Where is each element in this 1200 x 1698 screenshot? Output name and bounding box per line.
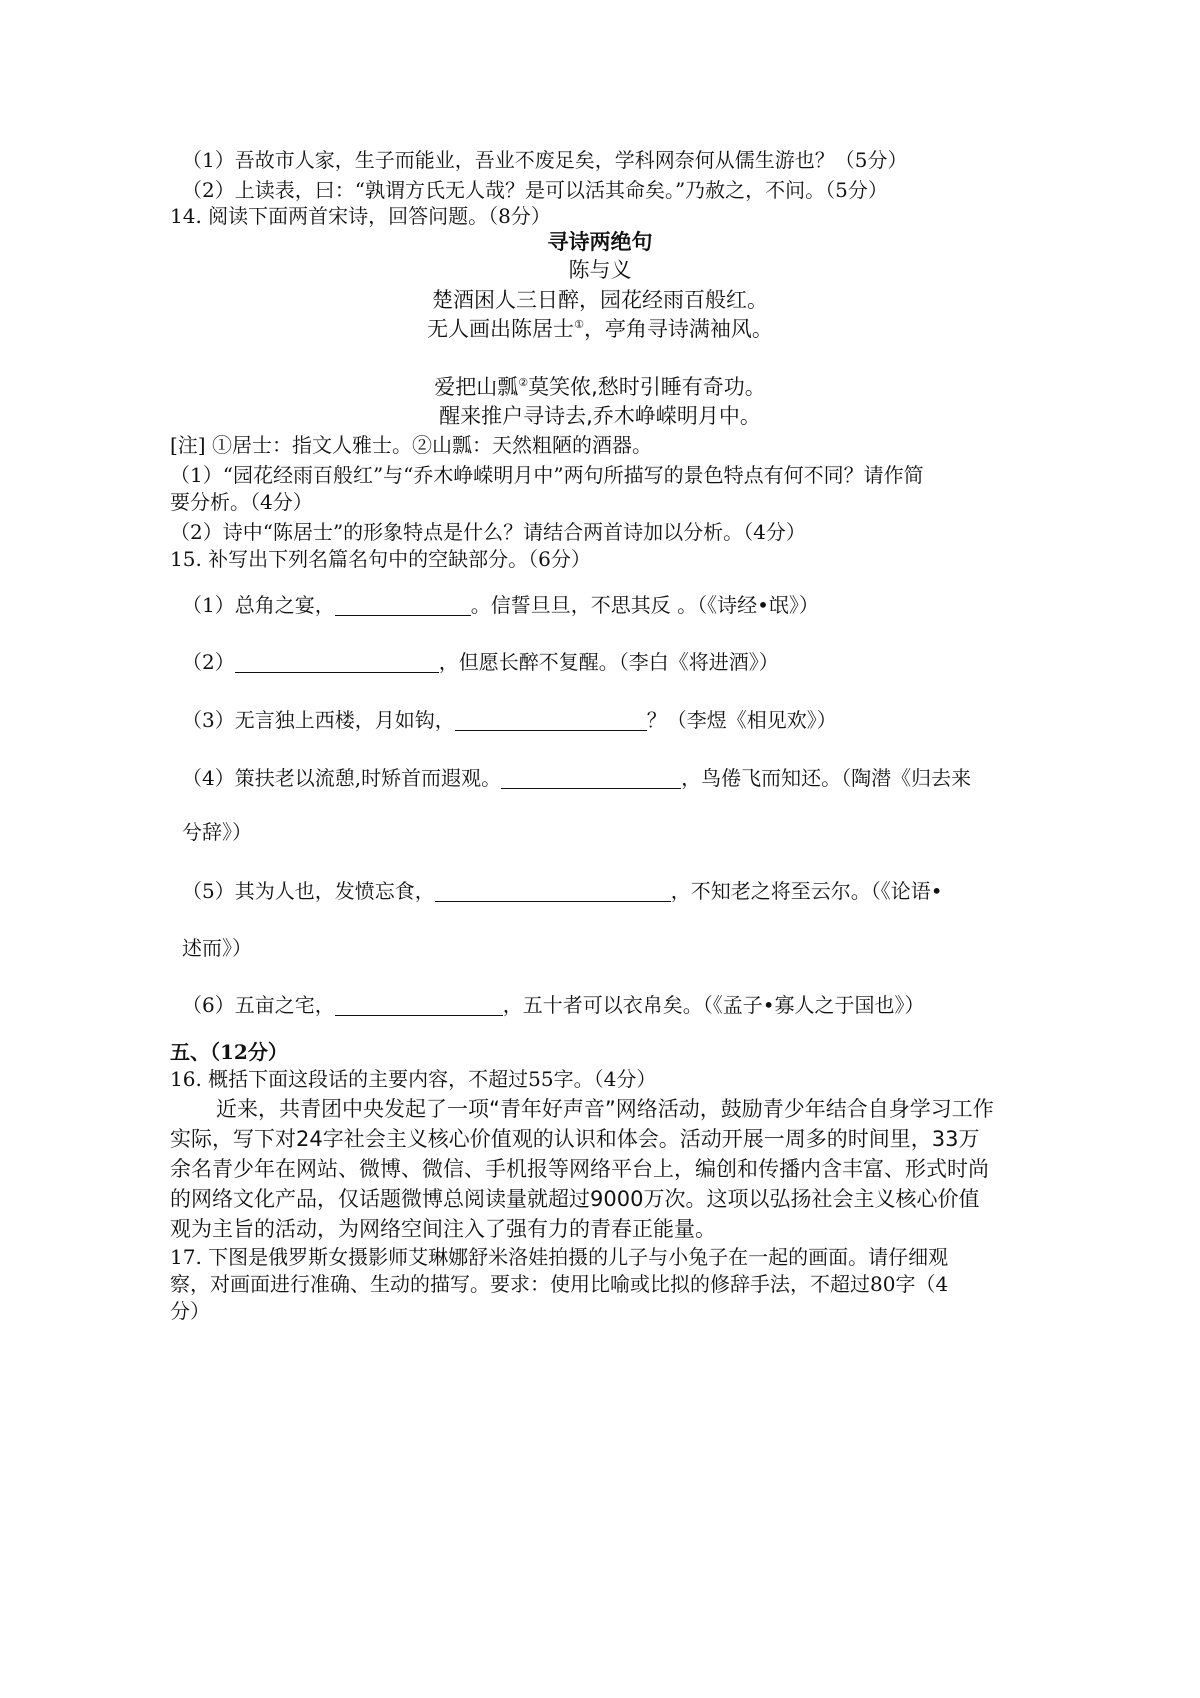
q15-item-6-a: （6）五亩之宅， bbox=[182, 993, 335, 1017]
q17-line-3: 分） bbox=[170, 1299, 210, 1323]
q16-paragraph-line-4: 的网络文化产品，仅话题微博总阅读量就超过9000万次。这项以弘扬社会主义核心价值 bbox=[170, 1187, 980, 1211]
q15-item-4 bbox=[182, 765, 1032, 791]
answer-blank-2[interactable] bbox=[235, 652, 439, 673]
poem-1-line-2-a: 无人画出陈居士 bbox=[427, 317, 575, 341]
q15-item-5 bbox=[182, 878, 1032, 904]
q15-item-4-a: （4）策扶老以流憩,时矫首而遐观。 bbox=[182, 766, 502, 790]
q13-item-2: （2）上读表，曰：“孰谓方氏无人哉？是可以活其命矣。”乃赦之，不问。（5分） bbox=[182, 178, 888, 202]
poem-title: 寻诗两绝句 bbox=[547, 230, 653, 254]
answer-blank-4[interactable] bbox=[501, 768, 681, 789]
q15-item-1 bbox=[182, 592, 1032, 618]
q15-item-2-b: ，但愿长醉不复醒。（李白《将进酒》） bbox=[438, 650, 779, 674]
poem-1-line-1: 楚酒困人三日醉，园花经雨百般红。 bbox=[432, 288, 768, 312]
q15-item-3-b: ？（李煜《相见欢》） bbox=[646, 708, 837, 732]
q15-header: 15. 补写出下列名篇名句中的空缺部分。（6分） bbox=[170, 547, 591, 571]
q14-sub-1-line-1: （1）“园花经雨百般红”与“乔木峥嵘明月中”两句所描写的景色特点有何不同？请作简 bbox=[170, 463, 924, 487]
q17-line-1: 17. 下图是俄罗斯女摄影师艾琳娜舒米洛娃拍摄的儿子与小兔子在一起的画面。请仔细观 bbox=[170, 1245, 949, 1269]
poem-1-line-2 bbox=[0, 316, 1200, 342]
q14-sub-1-line-2: 要分析。（4分） bbox=[170, 490, 313, 514]
q17-line-2: 察，对画面进行准确、生动的描写。要求：使用比喻或比拟的修辞手法，不超过80字（4 bbox=[170, 1272, 949, 1296]
section-5-header: 五、（12分） bbox=[170, 1040, 288, 1064]
q14-header: 14. 阅读下面两首宋诗，回答问题。（8分） bbox=[170, 204, 551, 228]
q15-item-6-b: ，五十者可以衣帛矣。（《孟子•寡人之于国也》） bbox=[502, 993, 925, 1017]
q15-item-4-b: ，鸟倦飞而知还。（陶潜《归去来 bbox=[681, 766, 972, 790]
q16-paragraph-line-2: 实际，写下对24字社会主义核心价值观的认识和体会。活动开展一周多的时间里，33万 bbox=[170, 1127, 980, 1151]
poem-1-line-2-b: ，亭角寻诗满袖风。 bbox=[583, 317, 773, 341]
poem-note: [注] ①居士：指文人雅士。②山瓢：天然粗陋的酒器。 bbox=[170, 433, 652, 457]
answer-blank-5[interactable] bbox=[435, 881, 671, 902]
q15-item-5-a: （5）其为人也，发愤忘食， bbox=[182, 879, 435, 903]
poem-author: 陈与义 bbox=[568, 258, 632, 282]
q15-item-1-a: （1）总角之宴， bbox=[182, 593, 335, 617]
poem-2-line-1 bbox=[0, 374, 1200, 400]
q15-item-5-cont: 述而》） bbox=[182, 936, 252, 960]
q16-header: 16. 概括下面这段话的主要内容，不超过55字。（4分） bbox=[170, 1067, 657, 1091]
q14-sub-2: （2）诗中“陈居士”的形象特点是什么？请结合两首诗加以分析。（4分） bbox=[170, 520, 806, 544]
q15-item-6 bbox=[182, 992, 1032, 1018]
q16-paragraph-line-3: 余名青少年在网站、微博、微信、手机报等网络平台上，编创和传播内含丰富、形式时尚 bbox=[170, 1157, 989, 1181]
q15-item-2-a: （2） bbox=[182, 650, 235, 674]
q13-item-1: （1）吾故市人家，生子而能业，吾业不废足矣，学科网奈何从儒生游也？（5分） bbox=[182, 148, 908, 172]
q16-paragraph-line-1: 近来，共青团中央发起了一项“青年好声音”网络活动，鼓励青少年结合自身学习工作 bbox=[216, 1097, 994, 1121]
q15-item-1-b: 。信誓旦旦，不思其反 。（《诗经•氓》） bbox=[470, 593, 819, 617]
poem-2-line-1-b: 莫笑侬,愁时引睡有奇功。 bbox=[528, 375, 766, 399]
poem-2-line-1-a: 爱把山瓢 bbox=[434, 375, 519, 399]
q15-item-3-a: （3）无言独上西楼，月如钩， bbox=[182, 708, 455, 732]
answer-blank-3[interactable] bbox=[455, 710, 647, 731]
answer-blank-6[interactable] bbox=[335, 995, 503, 1016]
q15-item-3 bbox=[182, 707, 1032, 733]
answer-blank-1[interactable] bbox=[335, 595, 471, 616]
q16-paragraph-line-5: 观为主旨的活动，为网络空间注入了强有力的青春正能量。 bbox=[170, 1217, 716, 1241]
q15-item-2 bbox=[182, 649, 1032, 675]
q15-item-5-b: ，不知老之将至云尔。（《论语• bbox=[670, 879, 943, 903]
q15-item-4-cont: 兮辞》） bbox=[182, 820, 252, 844]
note-marker-1: ① bbox=[574, 318, 584, 331]
note-marker-2: ② bbox=[518, 376, 529, 389]
poem-2-line-2: 醒来推户寻诗去,乔木峥嵘明月中。 bbox=[439, 404, 761, 428]
